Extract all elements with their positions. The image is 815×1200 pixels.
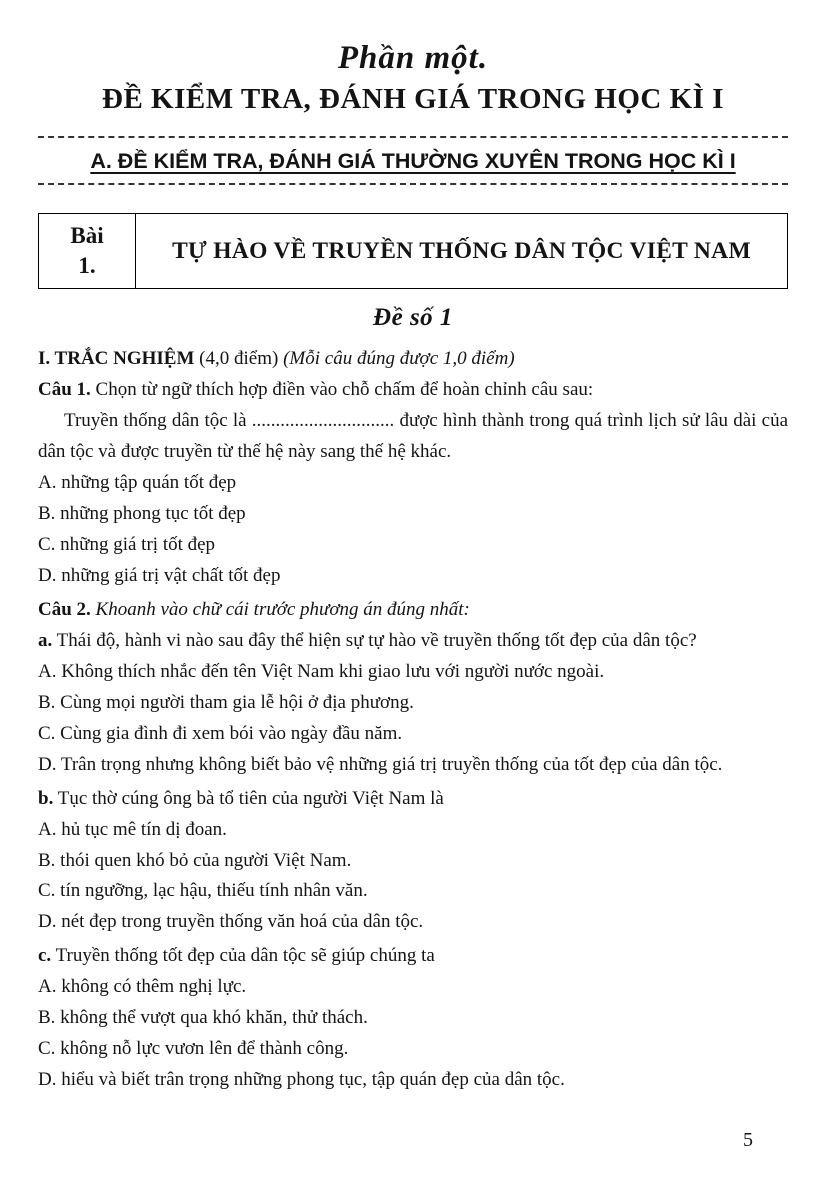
page-number: 5 [743,1129,753,1151]
section-i-label: I. TRẮC NGHIỆM [38,348,195,369]
q2b-option-a: A. hủ tục mê tín dị đoan. [38,818,227,840]
main-heading: ĐỀ KIỂM TRA, ĐÁNH GIÁ TRONG HỌC KÌ I [102,83,724,115]
q2c-option-c: C. không nỗ lực vươn lên để thành công. [38,1038,349,1060]
q2-part-a-label: a. [38,629,53,651]
section-i-points: (4,0 điểm) [194,348,284,369]
question-1-label: Câu 1. [38,378,91,400]
q1-option-b: B. những phong tục tốt đẹp [38,502,246,524]
lesson-title: TỰ HÀO VỀ TRUYỀN THỐNG DÂN TỘC VIỆT NAM [172,237,751,264]
q2-part-c-label: c. [38,945,52,967]
q1-option-d: D. những giá trị vật chất tốt đẹp [38,564,281,586]
q2-part-b-heading [38,784,788,815]
q2-part-b-label: b. [38,787,54,809]
q2-part-c-text: Truyền thống tốt đẹp của dân tộc sẽ giúp chúng ta [51,945,435,967]
q2a-option-c: C. Cùng gia đình đi xem bói vào ngày đầu năm. [38,722,403,744]
q2-part-b-text: Tục thờ cúng ông bà tổ tiên của người Việt Nam là [53,787,444,809]
q2b-option-b: B. thói quen khó bỏ của người Việt Nam. [38,849,352,871]
lesson-number-cell [39,214,136,288]
section-i-note: (Mỗi câu đúng được 1,0 điểm) [283,348,515,369]
section-heading: A. ĐỀ KIỂM TRA, ĐÁNH GIÁ THƯỜNG XUYÊN TRONG HỌC KÌ I [90,149,736,173]
q2b-option-c: C. tín ngưỡng, lạc hậu, thiếu tính nhân văn. [38,880,368,902]
q2-part-c-heading [38,941,788,972]
dashed-divider-bottom [38,183,788,185]
test-content [38,344,788,1096]
question-1-body: Truyền thống dân tộc là .............................. được hình thành trong quá trình lịch sử lâu dài của dân tộc và được truyền từ thế hệ này sang thế hệ khác. [38,409,788,462]
q2c-option-b: B. không thể vượt qua khó khăn, thử thách. [38,1007,368,1029]
question-1-heading [38,375,788,406]
question-1-intro: Chọn từ ngữ thích hợp điền vào chỗ chấm để hoàn chỉnh câu sau: [90,378,594,400]
question-2-heading [38,595,788,626]
q2b-option-d: D. nét đẹp trong truyền thống văn hoá của dân tộc. [38,911,424,933]
question-2-intro: Khoanh vào chữ cái trước phương án đúng nhất: [90,598,470,620]
q1-option-c: C. những giá trị tốt đẹp [38,533,216,555]
q1-option-a: A. những tập quán tốt đẹp [38,471,237,493]
q2-part-a-text: Thái độ, hành vi nào sau đây thể hiện sự tự hào về truyền thống tốt đẹp của dân tộc? [52,629,697,651]
q2a-option-b: B. Cùng mọi người tham gia lễ hội ở địa phương. [38,691,414,713]
q2c-option-a: A. không có thêm nghị lực. [38,976,247,998]
part-title: Phần một. [337,40,489,76]
lesson-box [38,213,788,289]
q2a-option-a: A. Không thích nhắc đến tên Việt Nam khi giao lưu với người nước ngoài. [38,660,605,682]
section-i-heading [38,344,788,375]
section-heading-band [38,136,788,185]
lesson-label: Bài [70,223,104,249]
q2-part-a-heading [38,626,788,657]
q2a-option-d: D. Trân trọng nhưng không biết bảo vệ những giá trị truyền thống của tốt đẹp của dân tộc. [38,753,723,775]
lesson-number: 1. [78,253,96,278]
q2c-option-d: D. hiểu và biết trân trọng những phong tục, tập quán đẹp của dân tộc. [38,1069,565,1091]
question-2-label: Câu 2. [38,598,91,620]
test-title: Đề số 1 [373,304,453,331]
section-heading-row [38,138,788,183]
